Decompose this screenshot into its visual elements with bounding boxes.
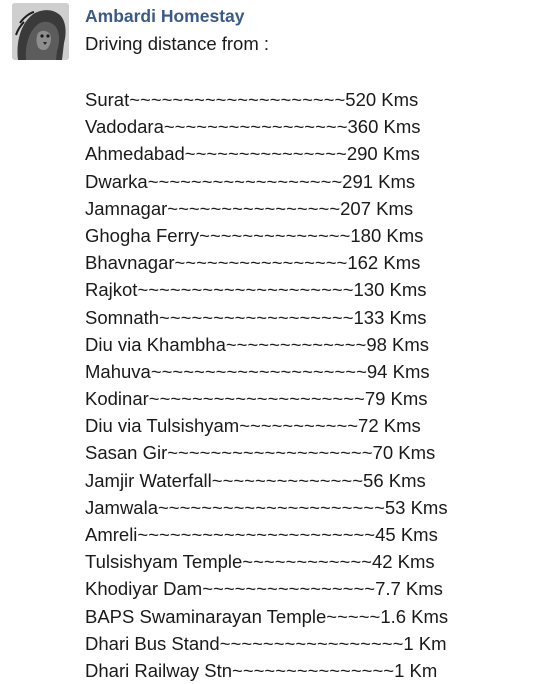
list-item: Amreli~~~~~~~~~~~~~~~~~~~~~~45 Kms [85,524,438,545]
list-item: Diu via Khambha~~~~~~~~~~~~~98 Kms [85,333,430,355]
list-item: Diu via Tulsishyam~~~~~~~~~~~72 Kms [85,415,421,437]
list-item: Somnath~~~~~~~~~~~~~~~~~~133 Kms [85,306,427,328]
list-item: Dwarka~~~~~~~~~~~~~~~~~~291 Kms [85,170,416,192]
list-item: Vadodara~~~~~~~~~~~~~~~~~360 Kms [85,116,421,138]
list-item: Jamnagar~~~~~~~~~~~~~~~~207 Kms [85,197,414,219]
list-item: Dhari Bus Stand~~~~~~~~~~~~~~~~~1 Km [85,632,447,654]
list-item: Kodinar~~~~~~~~~~~~~~~~~~~~79 Kms [85,388,428,410]
list-item: Ahmedabad~~~~~~~~~~~~~~~290 Kms [85,143,420,165]
list-item: Rajkot~~~~~~~~~~~~~~~~~~~~130 Kms [85,279,427,301]
list-item: Jamjir Waterfall~~~~~~~~~~~~~~56 Kms [85,469,426,491]
lion-avatar-icon[interactable] [12,3,69,60]
post-heading: Driving distance from : [85,33,270,54]
list-item: Jamwala~~~~~~~~~~~~~~~~~~~~~53 Kms [85,496,448,518]
list-item: Surat~~~~~~~~~~~~~~~~~~~~520 Kms [85,89,419,110]
distance-list [85,86,448,684]
list-item: Ghogha Ferry~~~~~~~~~~~~~~180 Kms [85,224,424,246]
author-name[interactable]: Ambardi Homestay [85,6,245,26]
list-item: Tulsishyam Temple~~~~~~~~~~~~42 Kms [85,551,435,573]
list-item: Bhavnagar~~~~~~~~~~~~~~~~162 Kms [85,252,421,274]
list-item: Khodiyar Dam~~~~~~~~~~~~~~~~7.7 Kms [85,578,443,600]
list-item: BAPS Swaminarayan Temple~~~~~1.6 Kms [85,605,449,627]
list-item: Mahuva~~~~~~~~~~~~~~~~~~~~94 Kms [85,360,430,382]
list-item: Sasan Gir~~~~~~~~~~~~~~~~~~~70 Kms [85,442,436,464]
list-item: Dhari Railway Stn~~~~~~~~~~~~~~~1 Km [85,659,438,681]
